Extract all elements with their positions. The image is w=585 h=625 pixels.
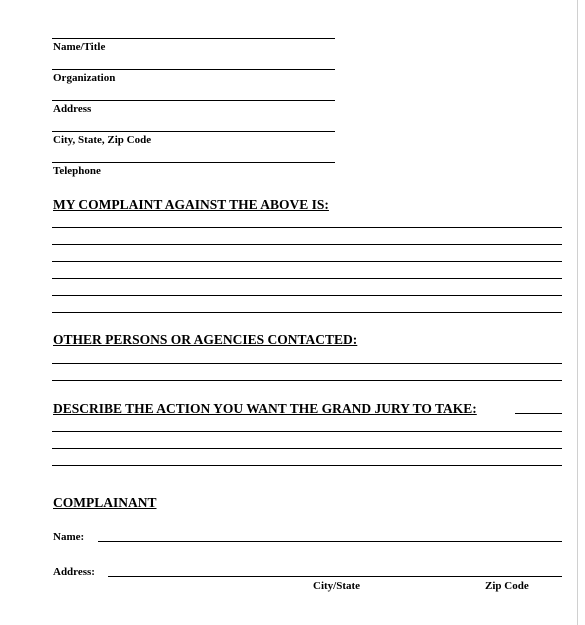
others-contacted-heading: OTHER PERSONS OR AGENCIES CONTACTED: [53, 332, 358, 347]
complaint-line-1[interactable] [52, 227, 562, 228]
others-line-2[interactable] [52, 380, 562, 381]
organization-label: Organization [53, 72, 116, 84]
complaint-line-4[interactable] [52, 278, 562, 279]
complaint-line-6[interactable] [52, 312, 562, 313]
address-label: Address [53, 103, 92, 115]
telephone-label: Telephone [53, 165, 101, 177]
action-line-2[interactable] [52, 448, 562, 449]
telephone-line[interactable] [52, 162, 335, 163]
city-state-zip-line[interactable] [52, 131, 335, 132]
page-edge [577, 0, 578, 625]
action-heading: DESCRIBE THE ACTION YOU WANT THE GRAND JURY TO TAKE: [53, 401, 477, 416]
city-state-caption: City/State [313, 580, 361, 592]
address-line[interactable] [52, 100, 335, 101]
complainant-address-label: Address: [53, 566, 95, 578]
name-title-line[interactable] [52, 38, 335, 39]
complainant-heading: COMPLAINANT [53, 495, 157, 510]
complaint-line-2[interactable] [52, 244, 562, 245]
complaint-line-3[interactable] [52, 261, 562, 262]
action-line-1[interactable] [52, 431, 562, 432]
city-state-zip-label: City, State, Zip Code [53, 134, 152, 146]
complaint-line-5[interactable] [52, 295, 562, 296]
action-inline-line[interactable] [515, 413, 562, 414]
organization-line[interactable] [52, 69, 335, 70]
action-line-3[interactable] [52, 465, 562, 466]
complainant-address-line[interactable] [108, 576, 562, 577]
complainant-name-line[interactable] [98, 541, 562, 542]
zip-code-caption: Zip Code [485, 580, 529, 592]
others-line-1[interactable] [52, 363, 562, 364]
complaint-heading: MY COMPLAINT AGAINST THE ABOVE IS: [53, 197, 329, 212]
name-title-label: Name/Title [53, 41, 106, 53]
complainant-name-label: Name: [53, 531, 85, 543]
